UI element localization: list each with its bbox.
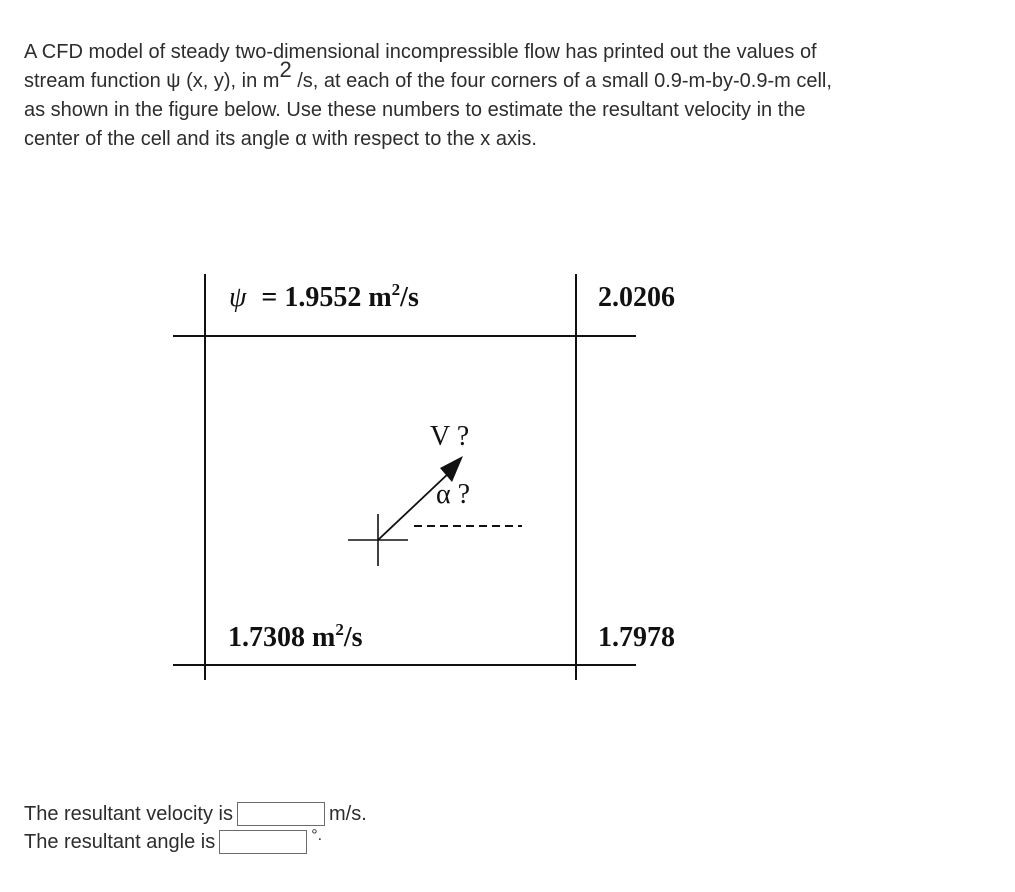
psi-symbol: ψ xyxy=(229,282,247,313)
problem-line-1: A CFD model of steady two-dimensional incompressible flow has printed out the values of xyxy=(24,41,817,63)
problem-line-2-start: stream function ψ (x, y), in m xyxy=(24,70,280,92)
bottom-left-unit-tail: /s xyxy=(343,622,363,653)
bottom-left-unit-sup: 2 xyxy=(335,620,344,639)
problem-line-4: center of the cell and its angle α with respect to the x axis. xyxy=(24,128,537,150)
bottom-left-value: 1.7308 m xyxy=(228,622,336,653)
top-right-value: 2.0206 xyxy=(598,282,675,313)
angle-answer-label: The resultant angle is xyxy=(24,831,216,853)
top-left-unit-tail: /s xyxy=(400,282,419,313)
top-left-unit-sup: 2 xyxy=(391,280,401,299)
velocity-answer-label: The resultant velocity is xyxy=(24,803,233,825)
velocity-label: V ? xyxy=(430,421,470,452)
angle-unit: °. xyxy=(311,827,323,844)
problem-line-3: as shown in the figure below. Use these numbers to estimate the resultant velocity in the xyxy=(24,99,806,121)
problem-line-2-superscript: 2 xyxy=(279,57,292,83)
angle-label: α ? xyxy=(436,479,471,510)
top-left-value: = 1.9552 m xyxy=(261,282,392,313)
top-left-psi-label xyxy=(229,280,419,313)
answer-section xyxy=(24,800,367,856)
angle-answer-row xyxy=(24,828,367,856)
bottom-right-value: 1.7978 xyxy=(598,622,675,653)
angle-answer-input[interactable] xyxy=(219,830,307,854)
bottom-left-psi-label xyxy=(228,620,363,653)
problem-line-2-end: /s, at each of the four corners of a small 0.9-m-by-0.9-m cell, xyxy=(291,70,832,92)
velocity-unit: m/s. xyxy=(328,803,367,825)
